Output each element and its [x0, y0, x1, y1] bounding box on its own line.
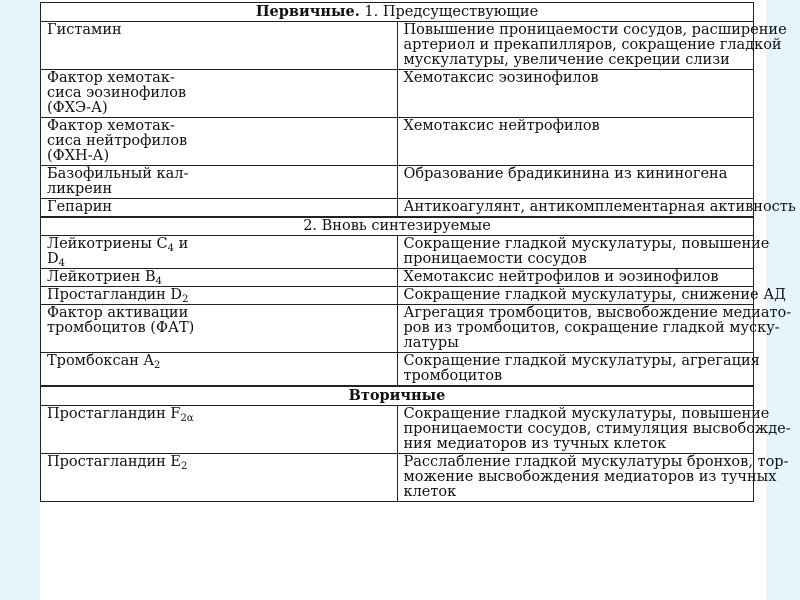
table-row [41, 287, 754, 305]
mediator-name: Фактор хемотак- сиса нейтрофилов (ФХН-А) [41, 118, 398, 166]
mediator-effect: Сокращение гладкой мускулатуры, агрегация тромбоцитов [397, 353, 754, 387]
mediators-table [40, 2, 796, 502]
mediator-effect: Антикоагулянт, антикомплементарная активность [397, 199, 754, 218]
mediator-effect: Хемотаксис эозинофилов [397, 70, 754, 118]
table-row [41, 236, 754, 269]
mediator-name: Фактор активации тромбоцитов (ФАТ) [41, 305, 398, 353]
section-secondary-title: Вторичные [348, 387, 446, 404]
mediator-effect: Сокращение гладкой мускулатуры, повышение проницаемости сосудов, стимуляция высвобожде- ния медиаторов из тучных клеток [397, 406, 754, 454]
table-row [41, 406, 754, 454]
mediator-name: Лейкотриены $C_4$ и $D_4$ [41, 236, 398, 269]
table-row [41, 22, 754, 70]
table-row [41, 199, 754, 218]
table-row [41, 166, 754, 199]
mediator-effect: Хемотаксис нейтрофилов [397, 118, 754, 166]
mediator-name: Гепарин [41, 199, 398, 218]
mediator-name: Простагландин $E_2$ [41, 454, 398, 502]
mediator-effect: Сокращение гладкой мускулатуры, снижение АД [397, 287, 754, 305]
mediator-effect: Расслабление гладкой мускулатуры бронхов, тор- можение высвобождения медиаторов из тучных клеток [397, 454, 754, 502]
mediator-name: Простагландин $D_2$ [41, 287, 398, 305]
section-primary-bold: Первичные. [255, 3, 360, 20]
table-row [41, 353, 754, 387]
mediator-name: Фактор хемотак- сиса эозинофилов (ФХЭ-А) [41, 70, 398, 118]
mediator-effect: Сокращение гладкой мускулатуры, повышение проницаемости сосудов [397, 236, 754, 269]
section-header-secondary [41, 386, 754, 406]
mediator-effect: Агрегация тромбоцитов, высвобождение медиато- ров из тромбоцитов, сокращение гладкой муску- латуры [397, 305, 754, 353]
table-row [41, 70, 754, 118]
table-row [41, 454, 754, 502]
section-synthesized-title: 2. Вновь синтезируемые [303, 218, 491, 234]
mediator-name: Гистамин [41, 22, 398, 70]
section-header-synthesized [41, 217, 754, 236]
mediator-name: Тромбоксан $A_2$ [41, 353, 398, 387]
mediator-effect: Образование брадикинина из кининогена [397, 166, 754, 199]
table-row [41, 269, 754, 287]
section-header-primary [41, 3, 754, 22]
table-row [41, 118, 754, 166]
section-primary-rest: 1. Предсуществующие [364, 4, 539, 20]
mediator-effect: Повышение проницаемости сосудов, расширение артериол и прекапилляров, сокращение гладкой мускулатуры, увеличение секреции слизи [397, 22, 754, 70]
table-row [41, 305, 754, 353]
mediator-effect: Хемотаксис нейтрофилов и эозинофилов [397, 269, 754, 287]
mediator-name: Лейкотриен $B_4$ [41, 269, 398, 287]
mediator-name: Базофильный кал- ликреин [41, 166, 398, 199]
mediator-name: Простагландин $F_{2\alpha}$ [41, 406, 398, 454]
